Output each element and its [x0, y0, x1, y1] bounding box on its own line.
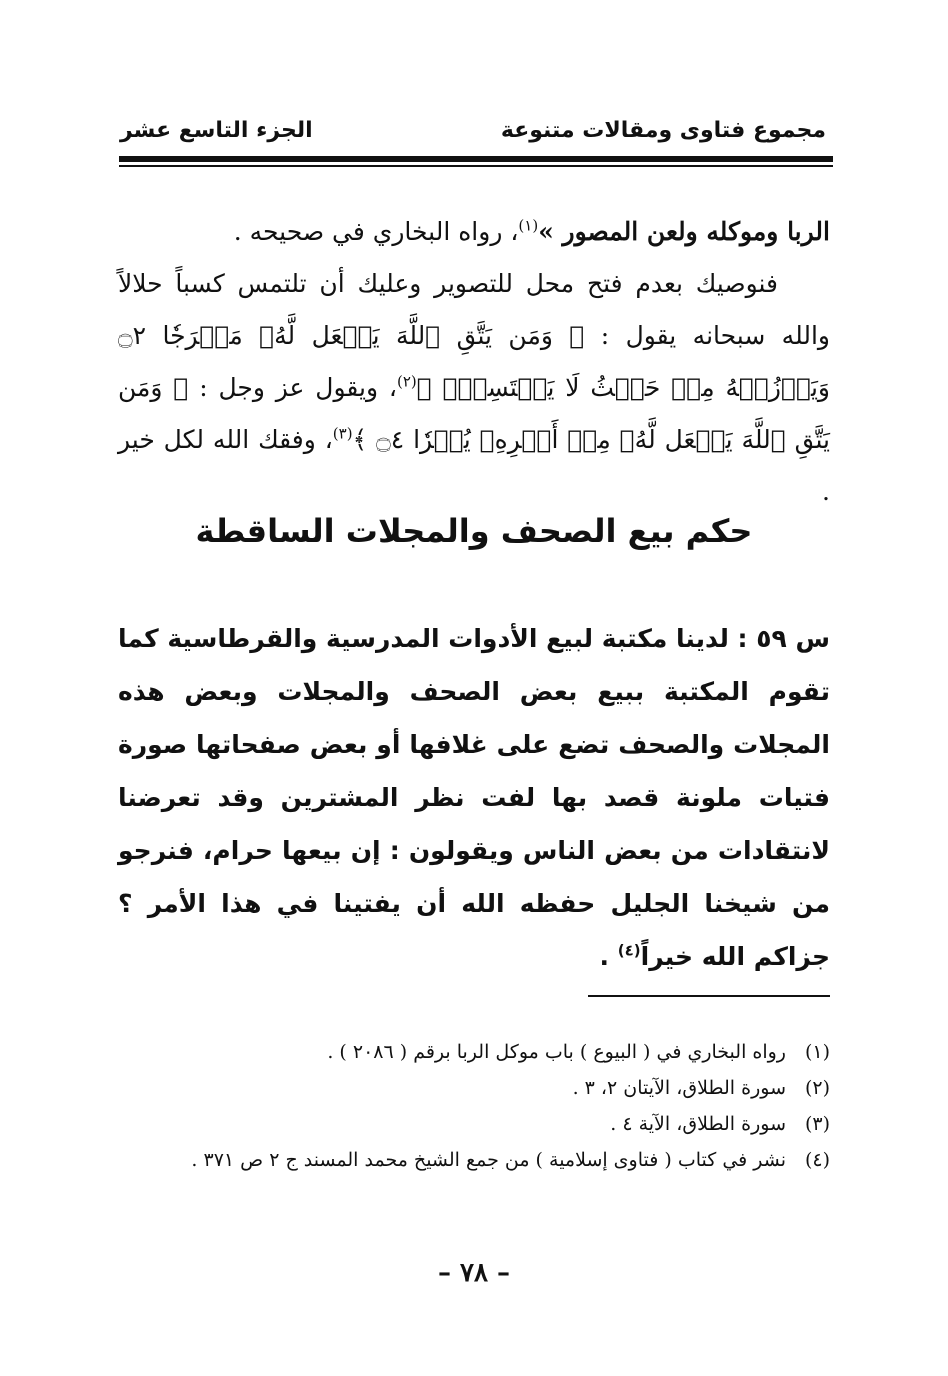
header-rule-thick	[119, 156, 833, 162]
intro-paragraph-2	[118, 258, 830, 518]
footnote-text: سورة الطلاق، الآيتان ٢، ٣ .	[572, 1077, 786, 1099]
footnote-ref-4: (٤)	[617, 941, 641, 960]
header-volume: الجزء التاسع عشر	[120, 118, 313, 143]
footnote-number: (٤)	[804, 1149, 830, 1171]
header-rule-thin	[119, 165, 833, 167]
footnote-ref-2: (٢)	[396, 372, 417, 391]
quran-verse-1: ﴿ وَمَن يَتَّقِ ٱللَّهَ يَجۡعَل لَّهُۥ مَخۡرَجٗا ۝٢ وَيَرۡزُقۡهُ مِنۡ حَيۡثُ لَا يَحۡتَسِبُۚ ﴾	[118, 321, 830, 402]
intro-para2-a: فنوصيك بعدم فتح محل للتصوير وعليك أن تلتمس كسباً حلالاً والله سبحانه يقول :	[118, 269, 831, 350]
intro-line-1	[118, 206, 830, 258]
quran-verse-2: ﴿ وَمَن يَتَّقِ ٱللَّهَ يَجۡعَل لَّهُۥ مِنۡ أَمۡرِهِۦ يُسۡرٗا ۝٤ ﴾	[118, 373, 830, 454]
footnote-text: سورة الطلاق، الآية ٤ .	[610, 1113, 786, 1135]
intro-text	[118, 206, 830, 518]
question-paragraph	[118, 612, 830, 983]
footnote-text: نشر في كتاب ( فتاوى إسلامية ) من جمع الشيخ محمد المسند ج ٢ ص ٣٧١ .	[191, 1149, 786, 1171]
question-text: س ٥٩ : لدينا مكتبة لبيع الأدوات المدرسية والقرطاسية كما تقوم المكتبة ببيع بعض الصحف والمجلات وبعض هذه المجلات والصحف تضع على غلافها أو بعض صفحاتها صورة فتيات ملونة قصد بها لفت نظر المشترين وقد تعرضنا لانتقادات من بعض الناس ويقولون : إن بيعها حرام، فنرجو من شيخنا الجليل حفظه الله أن يفتينا في هذا الأمر ؟ جزاكم الله خيراً	[118, 624, 830, 971]
footnote-ref-3: (٣)	[332, 424, 353, 443]
header-book-title: مجموع فتاوى ومقالات متنوعة	[500, 118, 826, 143]
question-end: .	[599, 942, 610, 971]
intro-para2-c: ، وفقك الله لكل خير .	[118, 425, 830, 506]
footnote-item	[118, 1142, 830, 1178]
section-title: حكم بيع الصحف والمجلات الساقطة	[195, 512, 753, 550]
footnote-number: (١)	[804, 1041, 830, 1063]
footnote-number: (٢)	[804, 1077, 830, 1099]
running-header	[120, 118, 826, 154]
footnote-item	[118, 1034, 830, 1070]
page-number: – ٧٨ –	[437, 1258, 511, 1288]
footnote-text: رواه البخاري في ( البيوع ) باب موكل الربا برقم ( ٢٠٨٦ ) .	[327, 1041, 786, 1063]
intro-para2-b: ، ويقول عز وجل :	[199, 373, 397, 402]
footnote-item	[118, 1070, 830, 1106]
footnote-separator	[588, 995, 830, 997]
intro-line1-bold: الربا وموكله ولعن المصور »	[538, 217, 830, 246]
footnote-item	[118, 1106, 830, 1142]
footnote-number: (٣)	[804, 1113, 830, 1135]
footnotes	[118, 1034, 830, 1178]
footnote-ref-1: (١)	[518, 216, 539, 235]
intro-line1-rest: ، رواه البخاري في صحيحه .	[233, 217, 519, 246]
